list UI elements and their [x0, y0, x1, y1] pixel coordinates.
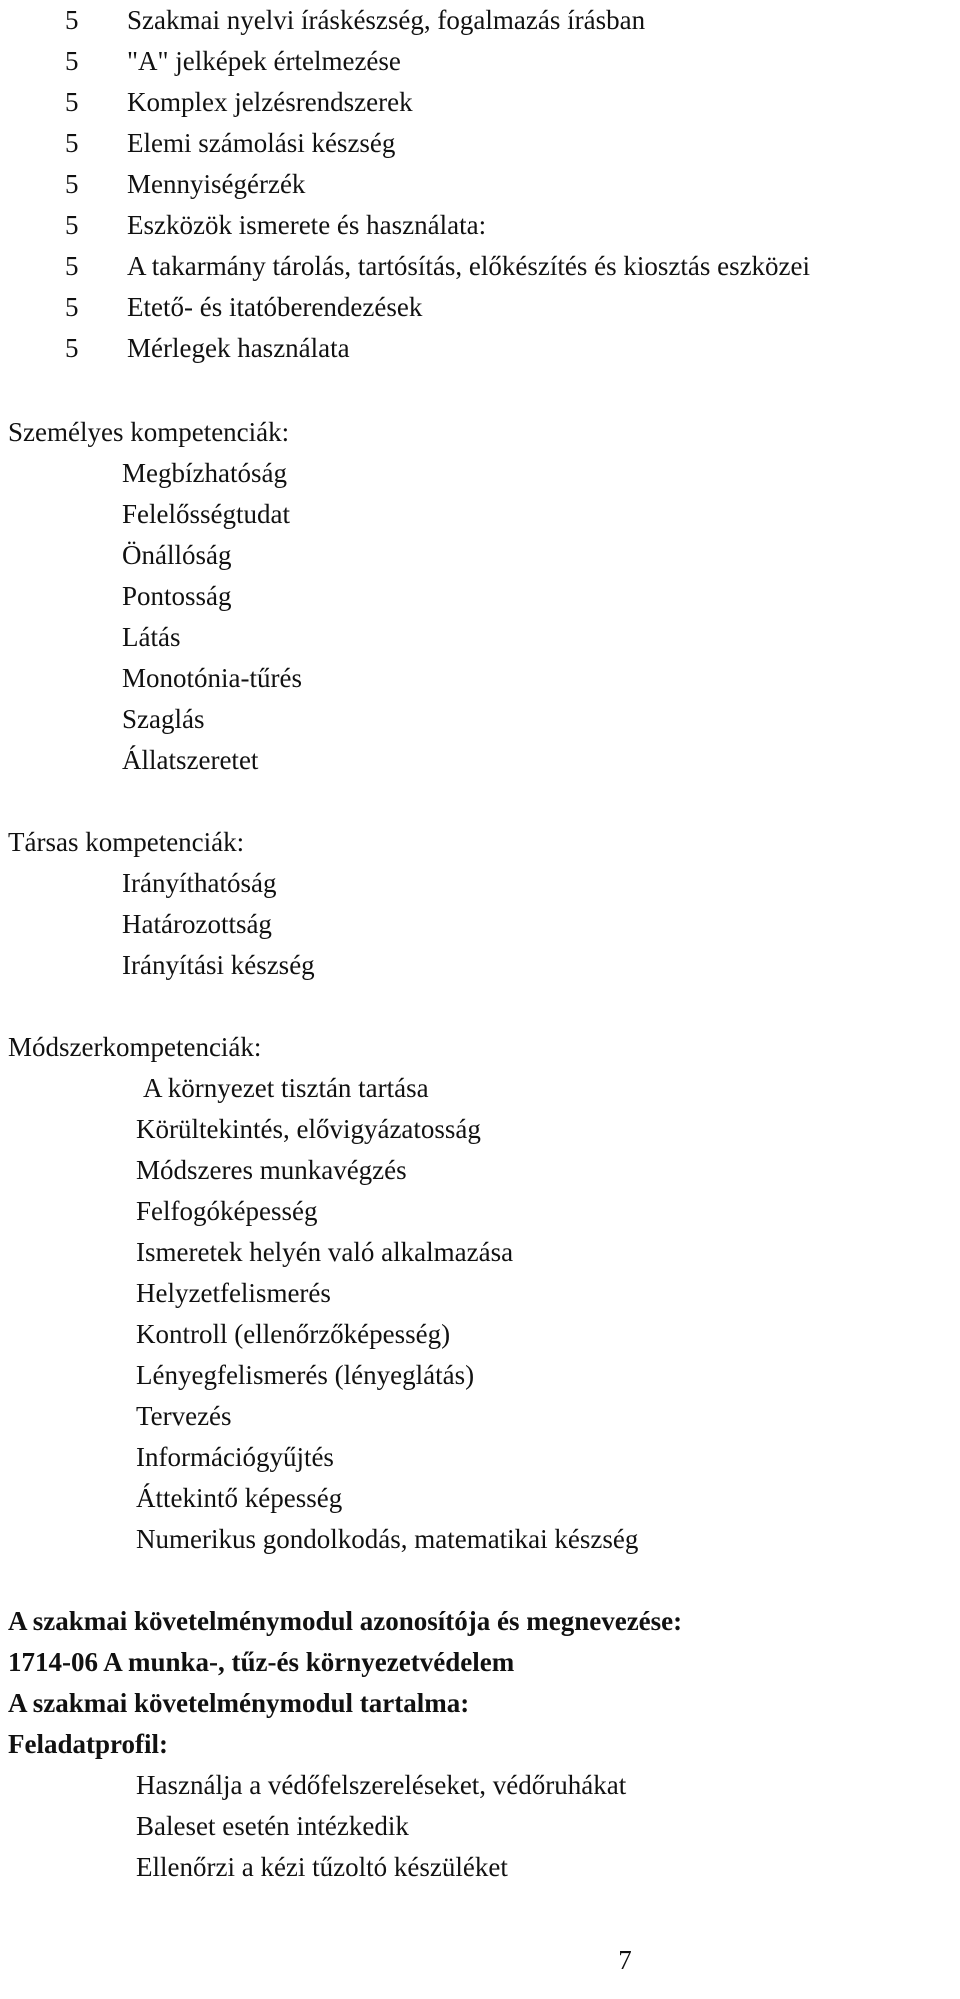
personal-competencies — [8, 412, 960, 781]
list-item: Állatszeretet — [122, 745, 259, 775]
list-item: Körültekintés, elővigyázatosság — [136, 1114, 481, 1144]
skill-text: Elemi számolási készség — [127, 128, 396, 158]
list-item: Pontosság — [122, 581, 232, 611]
list-item: Határozottság — [122, 909, 272, 939]
module-section — [8, 1601, 960, 1888]
skill-row — [8, 328, 960, 369]
skill-text: Etető- és itatóberendezések — [127, 292, 423, 322]
method-heading: Módszerkompetenciák: — [8, 1032, 262, 1062]
skill-level: 5 — [65, 128, 79, 158]
skill-row — [8, 41, 960, 82]
list-item: Megbízhatóság — [122, 458, 287, 488]
skill-level: 5 — [65, 251, 79, 281]
skill-row — [8, 164, 960, 205]
list-item: Látás — [122, 622, 181, 652]
list-item: Numerikus gondolkodás, matematikai készség — [136, 1524, 639, 1554]
page-number: 7 — [618, 1945, 632, 1975]
skill-list — [8, 0, 960, 369]
task-item: Használja a védőfelszereléseket, védőruhákat — [136, 1770, 627, 1800]
list-item: A környezet tisztán tartása — [143, 1073, 429, 1103]
skill-text: Komplex jelzésrendszerek — [127, 87, 413, 117]
skill-text: A takarmány tárolás, tartósítás, előkészítés és kiosztás eszközei — [127, 251, 811, 281]
list-item: Ismeretek helyén való alkalmazása — [136, 1237, 514, 1267]
list-item: Lényegfelismerés (lényeglátás) — [136, 1360, 475, 1390]
list-item: Helyzetfelismerés — [136, 1278, 331, 1308]
skill-row — [8, 246, 960, 287]
skill-row — [8, 82, 960, 123]
skill-level: 5 — [65, 210, 79, 240]
task-item: Ellenőrzi a kézi tűzoltó készüléket — [136, 1852, 508, 1882]
list-item: Kontroll (ellenőrzőképesség) — [136, 1319, 451, 1349]
personal-heading: Személyes kompetenciák: — [8, 417, 290, 447]
list-item: Szaglás — [122, 704, 205, 734]
module-id-heading: A szakmai követelménymodul azonosítója és megnevezése: — [8, 1606, 683, 1636]
social-heading: Társas kompetenciák: — [8, 827, 245, 857]
module-id-title: 1714-06 A munka-, tűz-és környezetvédelem — [8, 1647, 515, 1677]
skill-level: 5 — [65, 5, 79, 35]
skill-row — [8, 0, 960, 41]
list-item: Módszeres munkavégzés — [136, 1155, 407, 1185]
method-competencies — [8, 1027, 960, 1560]
skill-row — [8, 123, 960, 164]
task-profile-heading: Feladatprofil: — [8, 1729, 168, 1759]
skill-level: 5 — [65, 169, 79, 199]
list-item: Felfogóképesség — [136, 1196, 318, 1226]
list-item: Információgyűjtés — [136, 1442, 334, 1472]
skill-level: 5 — [65, 292, 79, 322]
skill-text: Szakmai nyelvi íráskészség, fogalmazás írásban — [127, 5, 646, 35]
module-content-heading: A szakmai követelménymodul tartalma: — [8, 1688, 470, 1718]
list-item: Irányítási készség — [122, 950, 315, 980]
skill-level: 5 — [65, 333, 79, 363]
skill-text: Mennyiségérzék — [127, 169, 306, 199]
list-item: Monotónia-tűrés — [122, 663, 302, 693]
list-item: Önállóság — [122, 540, 232, 570]
skill-row — [8, 287, 960, 328]
skill-level: 5 — [65, 87, 79, 117]
list-item: Felelősségtudat — [122, 499, 290, 529]
list-item: Áttekintő képesség — [136, 1483, 343, 1513]
task-item: Baleset esetén intézkedik — [136, 1811, 409, 1841]
skill-text: Mérlegek használata — [127, 333, 350, 363]
skill-text: "A" jelképek értelmezése — [127, 46, 401, 76]
skill-level: 5 — [65, 46, 79, 76]
list-item: Tervezés — [136, 1401, 232, 1431]
skill-text: Eszközök ismerete és használata: — [127, 210, 487, 240]
skill-row — [8, 205, 960, 246]
list-item: Irányíthatóság — [122, 868, 277, 898]
social-competencies — [8, 822, 960, 986]
